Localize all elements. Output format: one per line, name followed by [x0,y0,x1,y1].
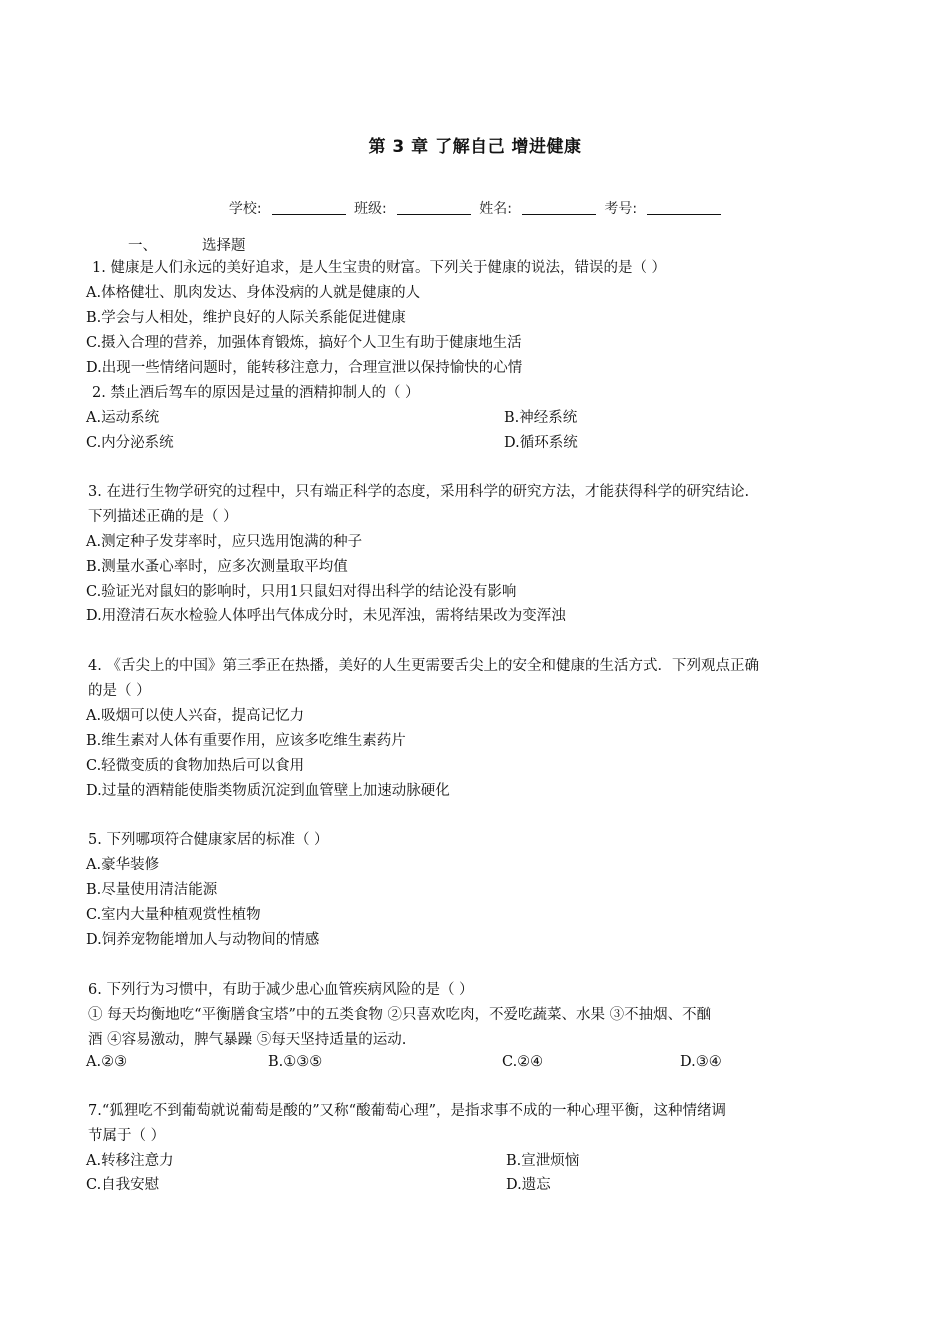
question-1-option-c: C.摄入合理的营养，加强体育锻炼，搞好个人卫生有助于健康地生活 [86,335,522,351]
question-5-option-d: D.饲养宠物能增加人与动物间的情感 [86,932,320,948]
question-6-items-line-2: 酒 ④容易激动，脾气暴躁 ⑤每天坚持适量的运动. [88,1032,407,1048]
question-7-option-c: C.自我安慰 [86,1177,160,1193]
question-3-stem-line-1: 3. 在进行生物学研究的过程中，只有端正科学的态度，采用科学的研究方法，才能获得科学的研究结论. [88,484,750,500]
question-4-option-b: B.维生素对人体有重要作用，应该多吃维生素药片 [86,733,406,749]
question-7-option-a: A.转移注意力 [86,1153,174,1169]
question-3-option-c: C.验证光对鼠妇的影响时，只用1只鼠妇对得出科学的结论没有影响 [86,584,517,600]
student-info-line [0,198,950,218]
question-6-option-d: D.③④ [680,1054,722,1070]
question-5-option-a: A.豪华装修 [86,857,160,873]
question-6-option-b: B.①③⑤ [268,1054,323,1070]
class-blank [397,200,471,215]
question-1-option-d: D.出现一些情绪问题时，能转移注意力，合理宣泄以保持愉快的心情 [86,360,523,376]
question-2-option-a: A.运动系统 [86,410,160,426]
question-3-stem-line-2: 下列描述正确的是（ ） [88,509,238,525]
question-3-option-d: D.用澄清石灰水检验人体呼出气体成分时，未见浑浊，需将结果改为变浑浊 [86,608,566,624]
question-2-stem: 2. 禁止酒后驾车的原因是过量的酒精抑制人的（ ） [92,385,420,401]
question-1-option-a: A.体格健壮、肌肉发达、身体没病的人就是健康的人 [86,285,421,301]
question-6-option-c: C.②④ [502,1054,544,1070]
question-6-option-a: A.②③ [86,1054,128,1070]
name-blank [522,200,596,215]
question-1-stem: 1. 健康是人们永远的美好追求，是人生宝贵的财富。下列关于健康的说法，错误的是（ ） [92,260,667,276]
question-2-option-b: B.神经系统 [504,410,578,426]
question-4-option-c: C.轻微变质的食物加热后可以食用 [86,758,305,774]
question-5-option-c: C.室内大量种植观赏性植物 [86,907,261,923]
question-3-option-b: B.测量水蚤心率时，应多次测量取平均值 [86,559,348,575]
question-3-option-a: A.测定种子发芽率时，应只选用饱满的种子 [86,534,363,550]
exam-number-blank [647,200,721,215]
exam-number-label: 考号: [604,201,638,217]
question-2-option-c: C.内分泌系统 [86,435,174,451]
name-label: 姓名: [479,201,512,217]
page-title: 第 3 章 了解自己 增进健康 [368,137,582,157]
question-7-option-d: D.遗忘 [506,1177,551,1193]
question-7-stem-line-1: 7.“狐狸吃不到葡萄就说葡萄是酸的”又称“酸葡萄心理”，是指求事不成的一种心理平衡，这种情绪调 [88,1103,726,1119]
section-title: 选择题 [202,238,246,254]
school-label: 学校: [228,201,262,217]
question-2-option-d: D.循环系统 [504,435,578,451]
class-label: 班级: [354,201,387,217]
school-blank [272,200,346,215]
question-4-stem-line-2: 的是（ ） [88,683,151,699]
question-7-stem-line-2: 节属于（ ） [88,1128,166,1144]
question-5-stem: 5. 下列哪项符合健康家居的标准（ ） [88,832,329,848]
question-4-option-a: A.吸烟可以使人兴奋，提高记忆力 [86,708,305,724]
section-number: 一、 [128,238,157,254]
question-6-items-line-1: ① 每天均衡地吃“平衡膳食宝塔”中的五类食物 ②只喜欢吃肉，不爱吃蔬菜、水果 ③不抽烟、不酗 [88,1007,712,1023]
question-4-stem-line-1: 4. 《舌尖上的中国》第三季正在热播，美好的人生更需要舌尖上的安全和健康的生活方式．下列观点正确 [88,658,759,674]
question-6-stem: 6. 下列行为习惯中，有助于减少患心血管疾病风险的是（ ） [88,982,474,998]
question-7-option-b: B.宣泄烦恼 [506,1153,580,1169]
question-4-option-d: D.过量的酒精能使脂类物质沉淀到血管壁上加速动脉硬化 [86,783,450,799]
question-1-option-b: B.学会与人相处，维护良好的人际关系能促进健康 [86,310,406,326]
question-5-option-b: B.尽量使用清洁能源 [86,882,218,898]
